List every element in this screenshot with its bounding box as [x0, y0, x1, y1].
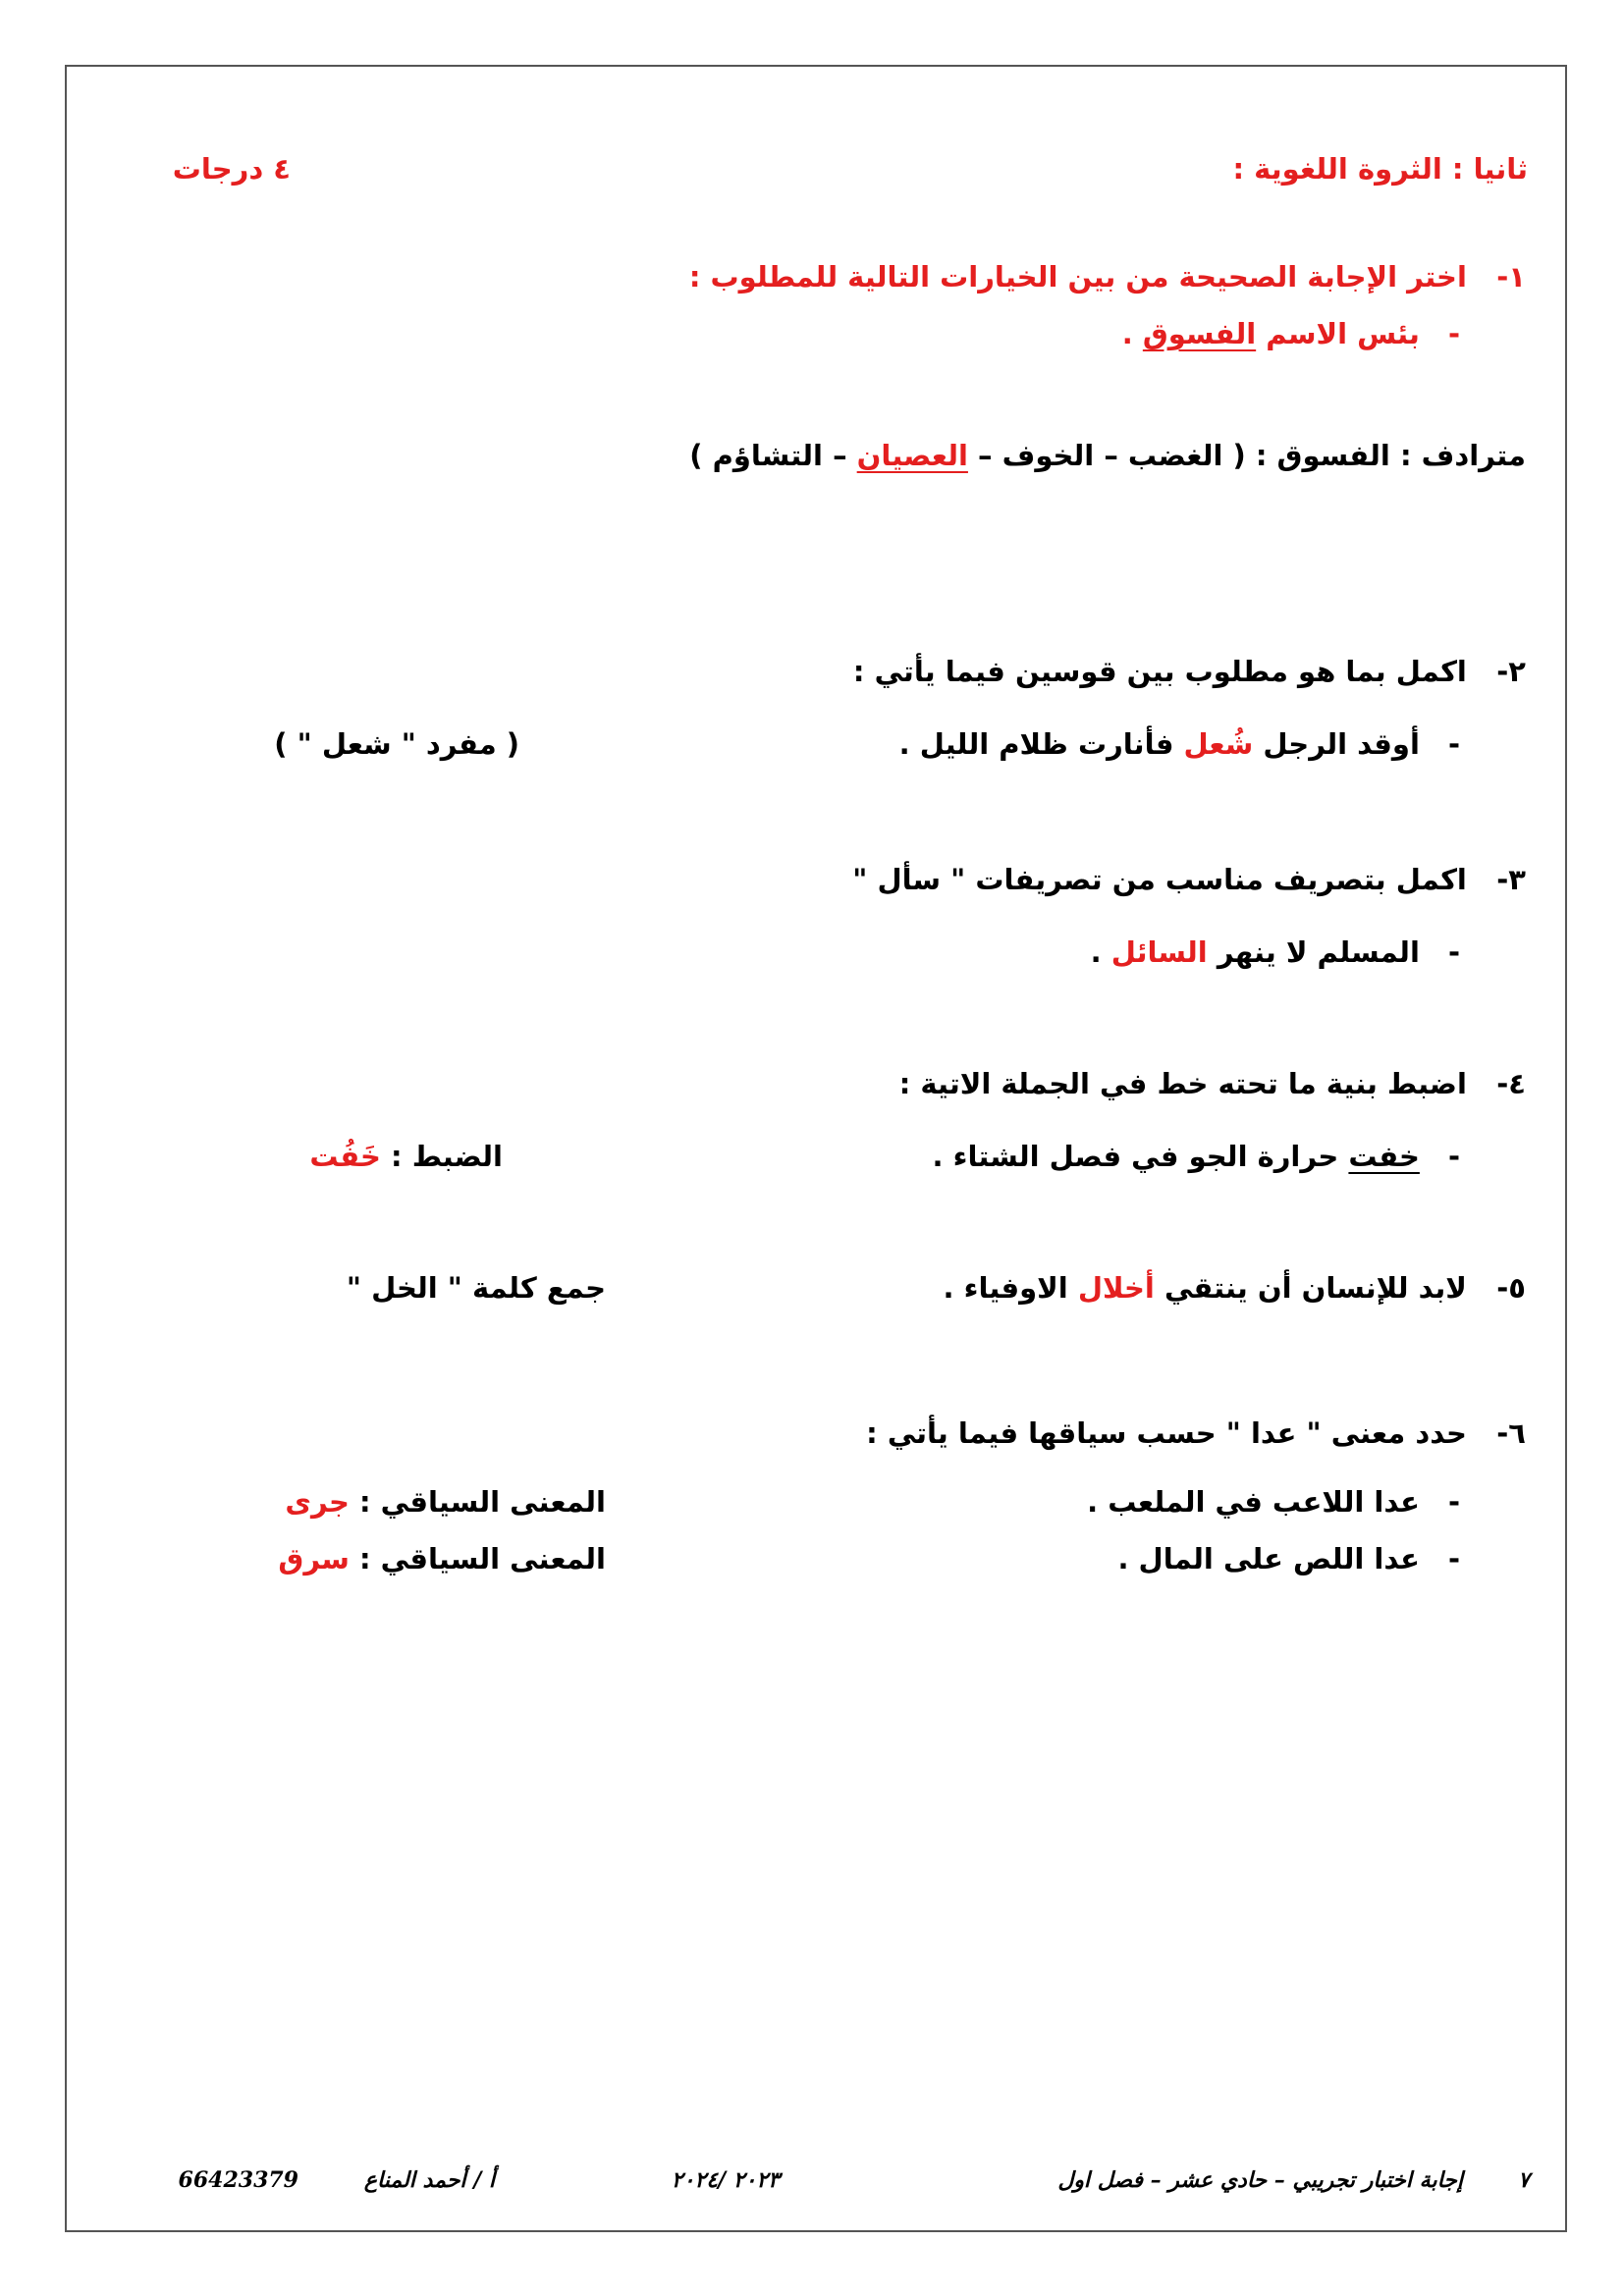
- q6-prompt: [866, 1414, 1526, 1453]
- q2-hint: ( مفرد " شعل " ): [274, 727, 519, 761]
- q1-answer: الفسوق: [1142, 317, 1257, 350]
- q5-answer: أخلال: [1077, 1271, 1155, 1305]
- q1-number: ١-: [1496, 260, 1526, 294]
- q2-number: ٢-: [1496, 655, 1526, 688]
- q1-prompt: [689, 257, 1526, 296]
- q6-item-2-meaning: المعنى السياقي : سرق: [278, 1542, 606, 1575]
- q2-text: اكمل بما هو مطلوب بين قوسين فيما يأتي :: [852, 655, 1467, 688]
- q4-answer-line: الضبط : خَفُت: [309, 1140, 503, 1173]
- footer-year: ٢٠٢٣ /٢٠٢٤: [671, 2167, 780, 2193]
- section-title: ثانيا : الثروة اللغوية :: [1232, 152, 1528, 186]
- q6-item-1-meaning: المعنى السياقي : جرى: [285, 1485, 606, 1519]
- q4-prompt: [899, 1064, 1526, 1103]
- footer-page-number: ٧: [1518, 2167, 1530, 2193]
- q6-item-2: - عدا اللص على المال .: [1117, 1542, 1461, 1575]
- footer-title: إجابة اختبار تجريبي – حادي عشر – فصل اول: [1057, 2167, 1463, 2193]
- q3-text: اكمل بتصريف مناسب من تصريفات " سأل ": [852, 863, 1467, 896]
- q4-number: ٤-: [1496, 1067, 1526, 1100]
- q3-number: ٣-: [1496, 863, 1526, 896]
- q6-text: حدد معنى " عدا " حسب سياقها فيما يأتي :: [866, 1416, 1467, 1450]
- q6-answer-2: سرق: [278, 1542, 350, 1575]
- q2-prompt: [853, 652, 1526, 691]
- q3-prompt: [852, 860, 1526, 899]
- q6-number: ٦-: [1496, 1416, 1526, 1450]
- section-grade: ٤ درجات: [172, 152, 291, 186]
- footer-author: أ / أحمد المناع: [363, 2167, 495, 2193]
- q4-underlined-word: خفت: [1348, 1140, 1420, 1173]
- q6-item-1: - عدا اللاعب في الملعب .: [1087, 1485, 1461, 1519]
- q5-hint: جمع كلمة " الخل ": [346, 1271, 606, 1305]
- q1-text: اختر الإجابة الصحيحة من بين الخيارات التالية للمطلوب :: [688, 260, 1467, 294]
- q3-sentence: - المسلم لا ينهر السائل .: [1090, 935, 1461, 969]
- q2-sentence: - أوقد الرجل شُعل فأنارت ظلام الليل .: [898, 727, 1461, 761]
- q6-answer-1: جرى: [285, 1485, 350, 1519]
- q4-answer: خَفُت: [309, 1140, 381, 1173]
- q1-sentence: - بئس الاسم الفسوق .: [1121, 317, 1461, 350]
- q1-synonym-line: مترادف : الفسوق : ( الغضب – الخوف – العصيان – التشاؤم ): [689, 439, 1526, 472]
- q1-synonym-answer: العصيان: [856, 439, 968, 472]
- q2-answer: شُعل: [1183, 727, 1254, 761]
- q4-sentence: - خفت حرارة الجو في فصل الشتاء .: [932, 1140, 1461, 1173]
- q5-number: ٥-: [1496, 1271, 1526, 1305]
- q3-answer: السائل: [1110, 935, 1208, 969]
- q4-text: اضبط بنية ما تحته خط في الجملة الاتية :: [898, 1067, 1467, 1100]
- q5-sentence: ٥- لابد للإنسان أن ينتقي أخلال الاوفياء .: [944, 1268, 1527, 1308]
- footer-phone: 66423379: [178, 2167, 298, 2193]
